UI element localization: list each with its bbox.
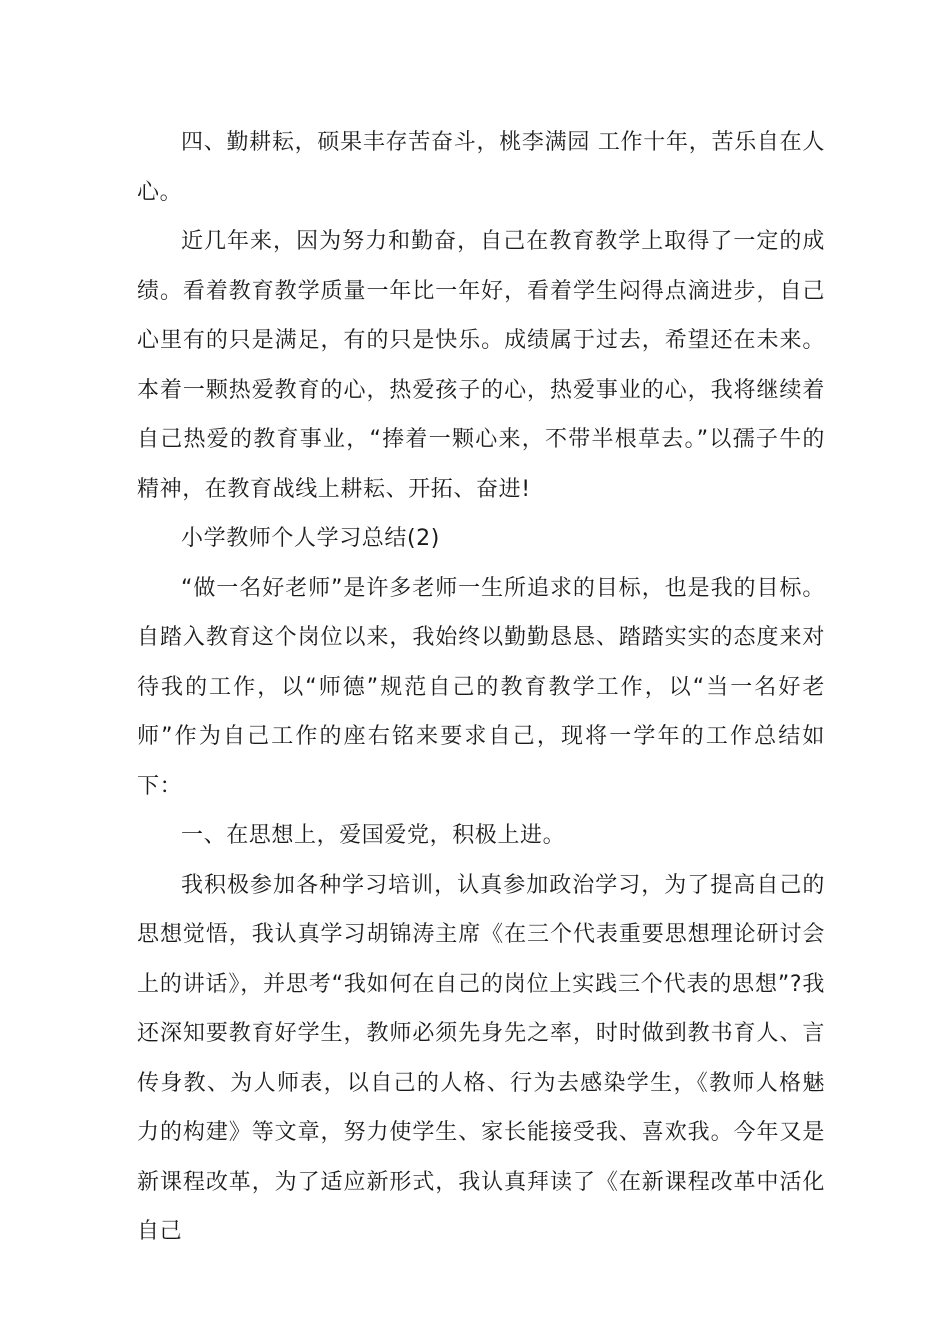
- paragraph-intro: “做一名好老师”是许多老师一生所追求的目标，也是我的目标。自踏入教育这个岗位以来，我始终以勤勤恳恳、踏踏实实的态度来对待我的工作，以“师德”规范自己的教育教学工作，以“当一名好老师”作为自己工作的座右铭来要求自己，现将一学年的工作总结如下：: [137, 575, 825, 799]
- paragraph-study: 我积极参加各种学习培训，认真参加政治学习，为了提高自己的思想觉悟，我认真学习胡锦涛主席《在三个代表重要思想理论研讨会上的讲话》，并思考“我如何在自己的岗位上实践三个代表的思想”?我还深知要教育好学生，教师必须先身先之率，时时做到教书育人、言传身教、为人师表，以自己的人格、行为去感染学生，《教师人格魅力的构建》等文章，努力使学生、家长能接受我、喜欢我。今年又是新课程改革，为了适应新形式，我认真拜读了《在新课程改革中活化自己: [137, 872, 825, 1244]
- section-heading-four: 四、勤耕耘，硕果丰存苦奋斗，桃李满园 工作十年，苦乐自在人心。: [137, 130, 825, 205]
- section-heading-one: 一、在思想上，爱国爱党，积极上进。: [181, 823, 566, 848]
- document-body: [137, 118, 825, 1257]
- document-subtitle: 小学教师个人学习总结(2): [181, 526, 440, 551]
- paragraph-achievements: 近几年来，因为努力和勤奋，自己在教育教学上取得了一定的成绩。看着教育教学质量一年比一年好，看着学生闷得点滴进步，自己心里有的只是满足，有的只是快乐。成绩属于过去，希望还在未来。本着一颗热爱教育的心，热爱孩子的心，热爱事业的心，我将继续着自己热爱的教育事业，“捧着一颗心来，不带半根草去。”以孺子牛的精神，在教育战线上耕耘、开拓、奋进!: [137, 229, 825, 502]
